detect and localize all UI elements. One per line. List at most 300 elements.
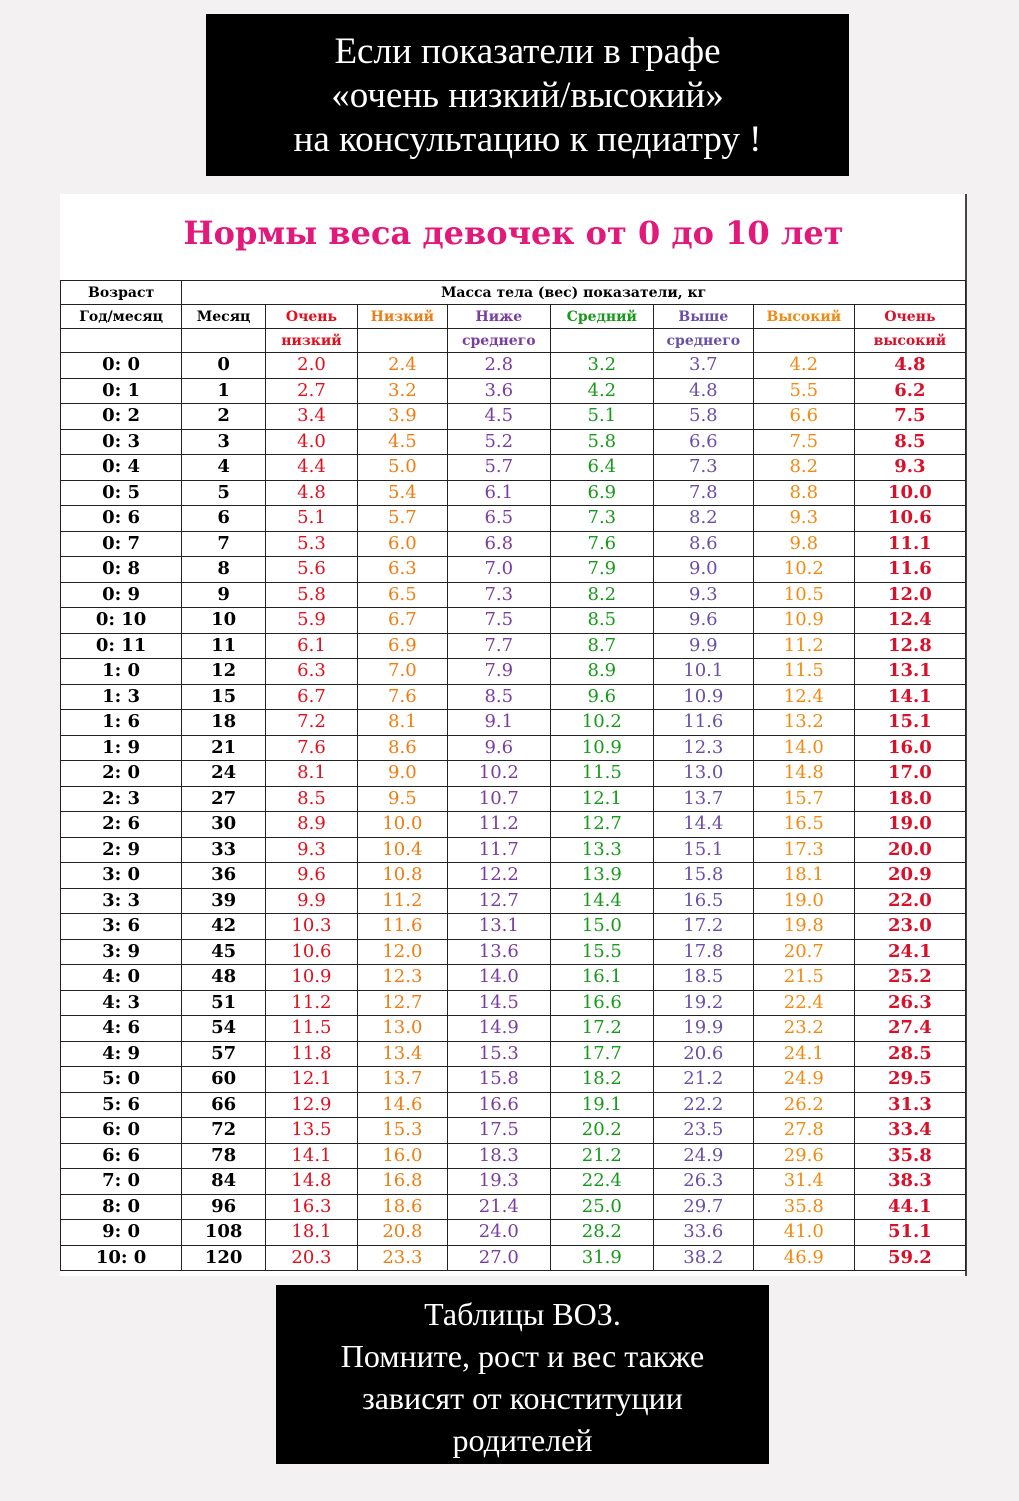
cell-above-avg: 29.7: [653, 1194, 753, 1220]
cell-avg: 7.9: [550, 557, 653, 583]
cell-low: 7.0: [357, 659, 447, 685]
cell-age: 3: 9: [61, 939, 182, 965]
cell-above-avg: 16.5: [653, 888, 753, 914]
cell-very-low: 20.3: [266, 1245, 358, 1271]
table-row: [61, 761, 966, 787]
cell-month: 42: [182, 914, 266, 940]
cell-low: 16.0: [357, 1143, 447, 1169]
cell-below-avg: 9.6: [447, 735, 550, 761]
cell-age: 0: 1: [61, 378, 182, 404]
cell-very-low: 4.4: [266, 455, 358, 481]
cell-above-avg: 4.8: [653, 378, 753, 404]
cell-below-avg: 7.0: [447, 557, 550, 583]
cell-below-avg: 2.8: [447, 353, 550, 379]
cell-very-high: 31.3: [854, 1092, 965, 1118]
cell-very-high: 26.3: [854, 990, 965, 1016]
cell-low: 10.8: [357, 863, 447, 889]
cell-very-high: 25.2: [854, 965, 965, 991]
cell-low: 3.2: [357, 378, 447, 404]
cell-high: 5.5: [753, 378, 854, 404]
cell-avg: 15.0: [550, 914, 653, 940]
cell-age: 0: 11: [61, 633, 182, 659]
cell-very-high: 24.1: [854, 939, 965, 965]
cell-low: 2.4: [357, 353, 447, 379]
cell-age: 0: 9: [61, 582, 182, 608]
cell-above-avg: 17.2: [653, 914, 753, 940]
cell-month: 60: [182, 1067, 266, 1093]
cell-low: 23.3: [357, 1245, 447, 1271]
cell-low: 10.0: [357, 812, 447, 838]
cell-high: 26.2: [753, 1092, 854, 1118]
banner-line: «очень низкий/высокий»: [331, 75, 724, 116]
cell-age: 0: 10: [61, 608, 182, 634]
table-row: [61, 1220, 966, 1246]
cell-very-high: 7.5: [854, 404, 965, 430]
cell-very-high: 20.9: [854, 863, 965, 889]
cell-high: 8.2: [753, 455, 854, 481]
cell-very-low: 5.8: [266, 582, 358, 608]
note-banner: [276, 1285, 769, 1464]
cell-very-low: 12.9: [266, 1092, 358, 1118]
table-row: [61, 1041, 966, 1067]
cell-below-avg: 13.6: [447, 939, 550, 965]
cell-below-avg: 21.4: [447, 1194, 550, 1220]
table-row: [61, 939, 966, 965]
cell-very-low: 13.5: [266, 1118, 358, 1144]
cell-very-high: 16.0: [854, 735, 965, 761]
cell-age: 9: 0: [61, 1220, 182, 1246]
page-title: Нормы веса девочек от 0 до 10 лет: [183, 214, 844, 252]
cell-above-avg: 19.2: [653, 990, 753, 1016]
table-row: [61, 557, 966, 583]
cell-very-high: 38.3: [854, 1169, 965, 1195]
cell-very-high: 6.2: [854, 378, 965, 404]
cell-very-high: 33.4: [854, 1118, 965, 1144]
cell-age: 0: 5: [61, 480, 182, 506]
cell-avg: 21.2: [550, 1143, 653, 1169]
cell-avg: 3.2: [550, 353, 653, 379]
cell-avg: 28.2: [550, 1220, 653, 1246]
cell-high: 17.3: [753, 837, 854, 863]
header-high: Высокий: [753, 305, 854, 329]
cell-low: 5.4: [357, 480, 447, 506]
cell-above-avg: 9.3: [653, 582, 753, 608]
cell-month: 39: [182, 888, 266, 914]
cell-high: 8.8: [753, 480, 854, 506]
table-row: [61, 1118, 966, 1144]
cell-age: 4: 9: [61, 1041, 182, 1067]
cell-below-avg: 19.3: [447, 1169, 550, 1195]
cell-avg: 10.9: [550, 735, 653, 761]
table-row: [61, 633, 966, 659]
table-row: [61, 1092, 966, 1118]
cell-month: 108: [182, 1220, 266, 1246]
cell-very-high: 4.8: [854, 353, 965, 379]
cell-very-high: 35.8: [854, 1143, 965, 1169]
cell-very-low: 14.1: [266, 1143, 358, 1169]
cell-low: 6.3: [357, 557, 447, 583]
cell-very-high: 11.1: [854, 531, 965, 557]
cell-low: 11.2: [357, 888, 447, 914]
cell-month: 96: [182, 1194, 266, 1220]
cell-very-high: 22.0: [854, 888, 965, 914]
header-age: Возраст: [61, 281, 182, 305]
cell-above-avg: 23.5: [653, 1118, 753, 1144]
cell-low: 13.7: [357, 1067, 447, 1093]
cell-avg: 16.6: [550, 990, 653, 1016]
cell-above-avg: 12.3: [653, 735, 753, 761]
cell-month: 2: [182, 404, 266, 430]
table-row: [61, 1143, 966, 1169]
cell-below-avg: 12.7: [447, 888, 550, 914]
cell-very-low: 2.7: [266, 378, 358, 404]
header-very-high: Очень: [854, 305, 965, 329]
cell-high: 16.5: [753, 812, 854, 838]
cell-low: 9.5: [357, 786, 447, 812]
cell-high: 11.5: [753, 659, 854, 685]
cell-low: 6.9: [357, 633, 447, 659]
cell-age: 0: 2: [61, 404, 182, 430]
table-row: [61, 965, 966, 991]
header-empty: [357, 329, 447, 353]
cell-age: 2: 0: [61, 761, 182, 787]
cell-above-avg: 22.2: [653, 1092, 753, 1118]
cell-below-avg: 15.3: [447, 1041, 550, 1067]
cell-very-high: 12.4: [854, 608, 965, 634]
cell-high: 41.0: [753, 1220, 854, 1246]
banner-line: зависят от конституции: [362, 1380, 683, 1416]
cell-month: 33: [182, 837, 266, 863]
cell-high: 19.8: [753, 914, 854, 940]
header-very-high-2: высокий: [854, 329, 965, 353]
table-row: [61, 531, 966, 557]
cell-low: 11.6: [357, 914, 447, 940]
cell-low: 7.6: [357, 684, 447, 710]
cell-avg: 14.4: [550, 888, 653, 914]
header-year-month: Год/месяц: [61, 305, 182, 329]
cell-month: 78: [182, 1143, 266, 1169]
cell-above-avg: 15.8: [653, 863, 753, 889]
cell-month: 24: [182, 761, 266, 787]
cell-above-avg: 21.2: [653, 1067, 753, 1093]
cell-high: 6.6: [753, 404, 854, 430]
cell-age: 10: 0: [61, 1245, 182, 1271]
cell-age: 4: 6: [61, 1016, 182, 1042]
cell-very-high: 12.8: [854, 633, 965, 659]
cell-very-low: 9.3: [266, 837, 358, 863]
cell-below-avg: 7.5: [447, 608, 550, 634]
cell-below-avg: 7.9: [447, 659, 550, 685]
header-low: Низкий: [357, 305, 447, 329]
cell-above-avg: 33.6: [653, 1220, 753, 1246]
cell-high: 23.2: [753, 1016, 854, 1042]
cell-very-high: 29.5: [854, 1067, 965, 1093]
cell-avg: 12.1: [550, 786, 653, 812]
cell-low: 15.3: [357, 1118, 447, 1144]
cell-age: 1: 3: [61, 684, 182, 710]
cell-above-avg: 5.8: [653, 404, 753, 430]
cell-low: 18.6: [357, 1194, 447, 1220]
cell-month: 12: [182, 659, 266, 685]
cell-high: 31.4: [753, 1169, 854, 1195]
cell-month: 15: [182, 684, 266, 710]
header-mass: Масса тела (вес) показатели, кг: [182, 281, 966, 305]
cell-avg: 11.5: [550, 761, 653, 787]
table-row: [61, 863, 966, 889]
cell-avg: 4.2: [550, 378, 653, 404]
cell-high: 7.5: [753, 429, 854, 455]
cell-avg: 17.7: [550, 1041, 653, 1067]
cell-very-low: 3.4: [266, 404, 358, 430]
cell-month: 72: [182, 1118, 266, 1144]
cell-low: 13.4: [357, 1041, 447, 1067]
header-below-avg: Ниже: [447, 305, 550, 329]
cell-high: 12.4: [753, 684, 854, 710]
cell-avg: 8.2: [550, 582, 653, 608]
cell-high: 10.9: [753, 608, 854, 634]
cell-below-avg: 12.2: [447, 863, 550, 889]
cell-below-avg: 4.5: [447, 404, 550, 430]
cell-high: 19.0: [753, 888, 854, 914]
cell-avg: 5.8: [550, 429, 653, 455]
cell-avg: 8.7: [550, 633, 653, 659]
cell-above-avg: 20.6: [653, 1041, 753, 1067]
cell-high: 24.9: [753, 1067, 854, 1093]
cell-very-high: 20.0: [854, 837, 965, 863]
cell-avg: 7.3: [550, 506, 653, 532]
table-row: [61, 353, 966, 379]
cell-above-avg: 26.3: [653, 1169, 753, 1195]
cell-age: 3: 3: [61, 888, 182, 914]
cell-low: 10.4: [357, 837, 447, 863]
header-below-avg-2: среднего: [447, 329, 550, 353]
cell-above-avg: 13.0: [653, 761, 753, 787]
cell-below-avg: 10.2: [447, 761, 550, 787]
cell-above-avg: 8.6: [653, 531, 753, 557]
cell-avg: 5.1: [550, 404, 653, 430]
header-above-avg: Выше: [653, 305, 753, 329]
cell-above-avg: 18.5: [653, 965, 753, 991]
cell-very-high: 9.3: [854, 455, 965, 481]
cell-month: 57: [182, 1041, 266, 1067]
cell-avg: 13.3: [550, 837, 653, 863]
cell-above-avg: 13.7: [653, 786, 753, 812]
cell-high: 9.3: [753, 506, 854, 532]
cell-month: 10: [182, 608, 266, 634]
cell-below-avg: 24.0: [447, 1220, 550, 1246]
cell-above-avg: 14.4: [653, 812, 753, 838]
cell-low: 9.0: [357, 761, 447, 787]
cell-above-avg: 6.6: [653, 429, 753, 455]
cell-low: 12.3: [357, 965, 447, 991]
cell-very-low: 11.8: [266, 1041, 358, 1067]
cell-below-avg: 17.5: [447, 1118, 550, 1144]
cell-above-avg: 17.8: [653, 939, 753, 965]
cell-age: 3: 6: [61, 914, 182, 940]
cell-age: 6: 6: [61, 1143, 182, 1169]
cell-very-low: 7.2: [266, 710, 358, 736]
cell-very-low: 11.5: [266, 1016, 358, 1042]
cell-below-avg: 11.7: [447, 837, 550, 863]
cell-below-avg: 14.0: [447, 965, 550, 991]
cell-below-avg: 14.5: [447, 990, 550, 1016]
cell-age: 0: 4: [61, 455, 182, 481]
table-row: [61, 1245, 966, 1271]
cell-high: 20.7: [753, 939, 854, 965]
cell-below-avg: 6.8: [447, 531, 550, 557]
cell-age: 5: 0: [61, 1067, 182, 1093]
cell-age: 4: 3: [61, 990, 182, 1016]
cell-low: 8.1: [357, 710, 447, 736]
table-row: [61, 888, 966, 914]
cell-age: 7: 0: [61, 1169, 182, 1195]
cell-low: 14.6: [357, 1092, 447, 1118]
cell-low: 16.8: [357, 1169, 447, 1195]
cell-above-avg: 9.9: [653, 633, 753, 659]
cell-avg: 18.2: [550, 1067, 653, 1093]
cell-below-avg: 16.6: [447, 1092, 550, 1118]
cell-high: 22.4: [753, 990, 854, 1016]
cell-below-avg: 18.3: [447, 1143, 550, 1169]
cell-avg: 6.9: [550, 480, 653, 506]
cell-below-avg: 6.1: [447, 480, 550, 506]
cell-avg: 15.5: [550, 939, 653, 965]
cell-very-low: 6.3: [266, 659, 358, 685]
banner-line: на консультацию к педиатру !: [293, 119, 762, 160]
cell-month: 21: [182, 735, 266, 761]
table-row: [61, 1067, 966, 1093]
cell-high: 27.8: [753, 1118, 854, 1144]
cell-below-avg: 5.7: [447, 455, 550, 481]
cell-low: 5.7: [357, 506, 447, 532]
banner-line: Если показатели в графе: [334, 31, 721, 72]
cell-very-low: 5.1: [266, 506, 358, 532]
cell-above-avg: 8.2: [653, 506, 753, 532]
cell-month: 120: [182, 1245, 266, 1271]
cell-above-avg: 3.7: [653, 353, 753, 379]
cell-month: 1: [182, 378, 266, 404]
table-row: [61, 429, 966, 455]
cell-age: 8: 0: [61, 1194, 182, 1220]
cell-very-low: 12.1: [266, 1067, 358, 1093]
table-row: [61, 659, 966, 685]
table-row: [61, 812, 966, 838]
cell-very-high: 59.2: [854, 1245, 965, 1271]
table-row: [61, 378, 966, 404]
cell-very-high: 8.5: [854, 429, 965, 455]
cell-high: 11.2: [753, 633, 854, 659]
cell-age: 0: 3: [61, 429, 182, 455]
cell-avg: 16.1: [550, 965, 653, 991]
cell-high: 24.1: [753, 1041, 854, 1067]
cell-very-low: 14.8: [266, 1169, 358, 1195]
cell-high: 29.6: [753, 1143, 854, 1169]
header-empty: [61, 329, 182, 353]
table-row: [61, 404, 966, 430]
cell-high: 13.2: [753, 710, 854, 736]
table-row: [61, 455, 966, 481]
cell-very-low: 9.9: [266, 888, 358, 914]
table-row: [61, 1169, 966, 1195]
cell-very-high: 11.6: [854, 557, 965, 583]
cell-low: 6.0: [357, 531, 447, 557]
cell-month: 45: [182, 939, 266, 965]
cell-avg: 9.6: [550, 684, 653, 710]
warning-banner: [206, 14, 849, 176]
cell-below-avg: 5.2: [447, 429, 550, 455]
cell-low: 20.8: [357, 1220, 447, 1246]
cell-high: 35.8: [753, 1194, 854, 1220]
cell-above-avg: 11.6: [653, 710, 753, 736]
cell-very-high: 27.4: [854, 1016, 965, 1042]
cell-high: 10.2: [753, 557, 854, 583]
cell-age: 2: 9: [61, 837, 182, 863]
cell-age: 1: 9: [61, 735, 182, 761]
cell-low: 12.7: [357, 990, 447, 1016]
cell-age: 4: 0: [61, 965, 182, 991]
cell-very-low: 4.0: [266, 429, 358, 455]
cell-month: 48: [182, 965, 266, 991]
header-very-low: Очень: [266, 305, 358, 329]
cell-below-avg: 7.7: [447, 633, 550, 659]
header-month: Месяц: [182, 305, 266, 329]
cell-above-avg: 38.2: [653, 1245, 753, 1271]
cell-very-high: 10.6: [854, 506, 965, 532]
cell-high: 46.9: [753, 1245, 854, 1271]
cell-low: 12.0: [357, 939, 447, 965]
cell-age: 5: 6: [61, 1092, 182, 1118]
cell-very-high: 14.1: [854, 684, 965, 710]
table-row: [61, 914, 966, 940]
weight-table: [60, 280, 966, 1271]
cell-age: 0: 7: [61, 531, 182, 557]
cell-below-avg: 14.9: [447, 1016, 550, 1042]
cell-below-avg: 8.5: [447, 684, 550, 710]
cell-age: 6: 0: [61, 1118, 182, 1144]
cell-month: 84: [182, 1169, 266, 1195]
cell-below-avg: 11.2: [447, 812, 550, 838]
cell-very-high: 17.0: [854, 761, 965, 787]
cell-low: 6.7: [357, 608, 447, 634]
cell-below-avg: 10.7: [447, 786, 550, 812]
table-row: [61, 582, 966, 608]
cell-below-avg: 27.0: [447, 1245, 550, 1271]
cell-age: 2: 3: [61, 786, 182, 812]
cell-very-low: 4.8: [266, 480, 358, 506]
cell-month: 4: [182, 455, 266, 481]
cell-month: 27: [182, 786, 266, 812]
cell-age: 2: 6: [61, 812, 182, 838]
cell-very-low: 5.9: [266, 608, 358, 634]
cell-avg: 31.9: [550, 1245, 653, 1271]
cell-high: 14.0: [753, 735, 854, 761]
cell-age: 0: 0: [61, 353, 182, 379]
header-very-low-2: низкий: [266, 329, 358, 353]
cell-month: 9: [182, 582, 266, 608]
cell-avg: 22.4: [550, 1169, 653, 1195]
cell-age: 1: 0: [61, 659, 182, 685]
cell-month: 3: [182, 429, 266, 455]
cell-avg: 17.2: [550, 1016, 653, 1042]
cell-month: 8: [182, 557, 266, 583]
table-row: [61, 608, 966, 634]
banner-line: Помните, рост и вес также: [340, 1338, 705, 1374]
cell-avg: 12.7: [550, 812, 653, 838]
cell-very-low: 6.1: [266, 633, 358, 659]
cell-month: 6: [182, 506, 266, 532]
cell-above-avg: 10.9: [653, 684, 753, 710]
cell-above-avg: 19.9: [653, 1016, 753, 1042]
